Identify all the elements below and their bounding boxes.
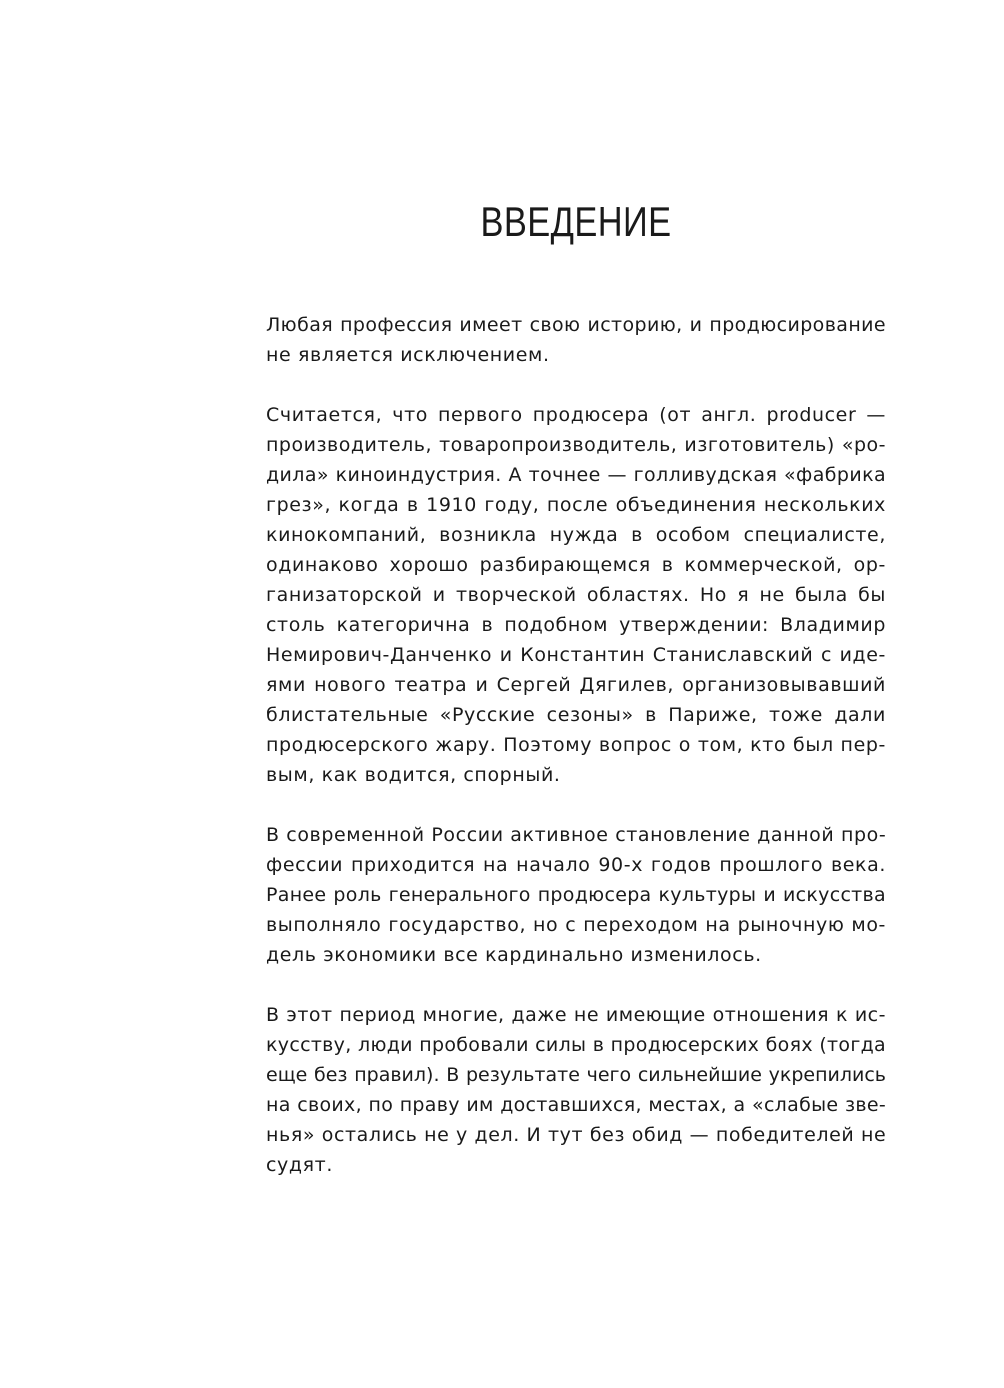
paragraph-4	[266, 1000, 886, 1180]
text-line: столь категорична в подобном утверждении: Владимир	[266, 614, 886, 636]
chapter-title: ВВЕДЕНИЕ	[480, 198, 672, 245]
text-line: производитель, товаропроизводитель, изготовитель) «ро-	[266, 434, 886, 456]
text-line: судят.	[266, 1154, 333, 1176]
paragraph-2	[266, 400, 886, 790]
text-line: нья» остались не у дел. И тут без обид — победителей не	[266, 1124, 887, 1146]
text-line: ганизаторской и творческой областях. Но я не была бы	[266, 584, 886, 606]
text-line: грез», когда в 1910 году, после объединения нескольких	[266, 494, 886, 516]
text-line: В современной России активное становление данной про-	[266, 824, 887, 846]
text-line: Ранее роль генерального продюсера культуры и искусства	[266, 884, 886, 906]
text-line: вым, как водится, спорный.	[266, 764, 561, 786]
text-line: выполняло государство, но с переходом на рыночную мо-	[266, 914, 886, 936]
text-line: Немирович-Данченко и Константин Станиславский с иде-	[266, 644, 886, 666]
text-line: еще без правил). В результате чего сильнейшие укрепились	[266, 1064, 886, 1086]
text-line: продюсерского жару. Поэтому вопрос о том, кто был пер-	[266, 734, 886, 756]
text-line: ями нового театра и Сергей Дягилев, организовывавший	[266, 674, 886, 696]
text-line: Считается, что первого продюсера (от англ. producer —	[266, 404, 886, 426]
text-line: блистательные «Русские сезоны» в Париже, тоже дали	[266, 704, 886, 726]
text-line: кусству, люди пробовали силы в продюсерских боях (тогда	[266, 1034, 886, 1056]
text-line: дила» киноиндустрия. А точнее — голливудская «фабрика	[266, 464, 886, 486]
text-line: кинокомпаний, возникла нужда в особом специалисте,	[266, 524, 886, 546]
text-line: дель экономики все кардинально изменилось.	[266, 944, 762, 966]
text-line: не является исключением.	[266, 344, 550, 366]
body-text	[266, 310, 886, 1210]
text-line: одинаково хорошо разбирающемся в коммерческой, ор-	[266, 554, 886, 576]
text-line: Любая профессия имеет свою историю, и продюсирование	[266, 314, 886, 336]
paragraph-1	[266, 310, 886, 370]
text-line: на своих, по праву им доставшихся, местах, а «слабые зве-	[266, 1094, 886, 1116]
text-line: фессии приходится на начало 90-х годов прошлого века.	[266, 854, 886, 876]
paragraph-3	[266, 820, 886, 970]
text-line: В этот период многие, даже не имеющие отношения к ис-	[266, 1004, 886, 1026]
